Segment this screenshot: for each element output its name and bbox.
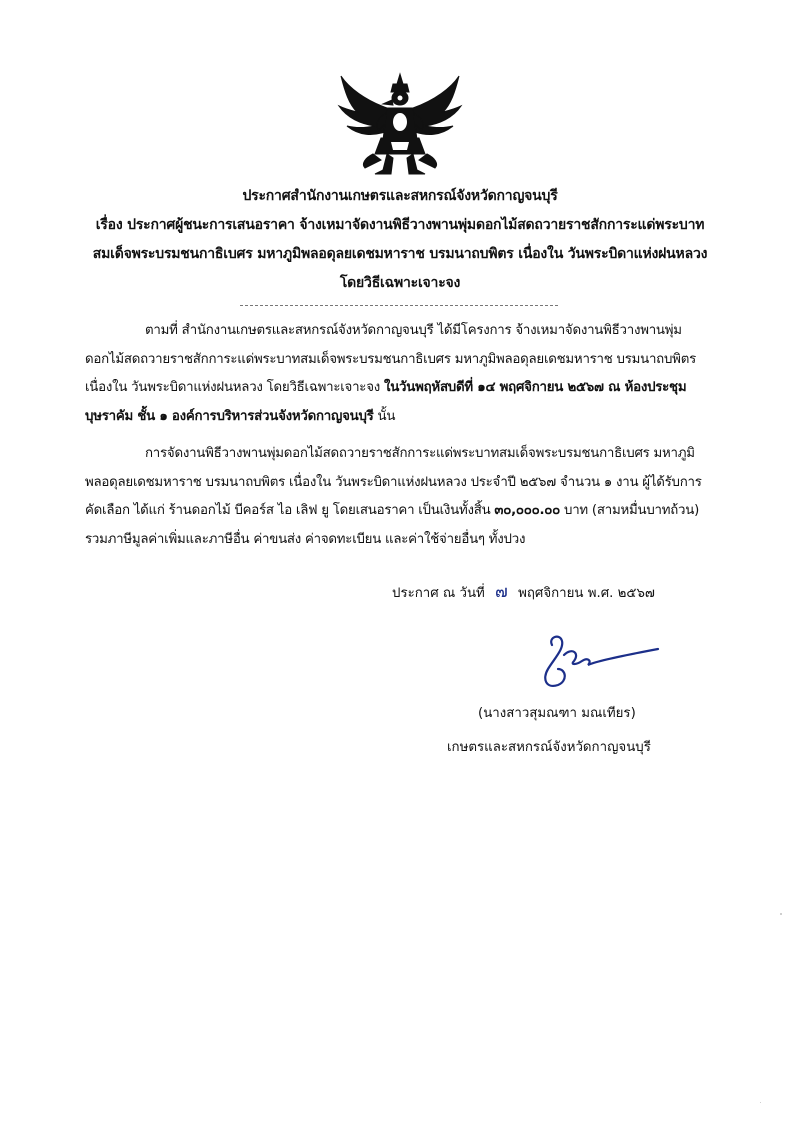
scan-speck [780,913,782,915]
date-day: ๗ [495,582,508,602]
text-line: ตามที่ สำนักงานเกษตรและสหกรณ์จังหวัดกาญจนบุรี ได้มีโครงการ จ้างเหมาจัดงานพิธีวางพานพุ่ม [145,323,682,338]
handwritten-signature [530,625,665,695]
paragraph-winner [85,440,725,554]
announcement-date [392,578,655,605]
meeting-date: ในวันพฤหัสบดีที่ ๑๔ พฤศจิกายน ๒๕๖๗ ณ ห้องประชุม [383,380,687,395]
date-suffix: พฤศจิกายน พ.ศ. ๒๕๖๗ [518,586,655,601]
subject-line: โดยวิธีเฉพาะเจาะจง [339,275,461,291]
text-line: พลอดุลยเดชมหาราช บรมนาถบพิตร เนื่องใน วันพระบิดาแห่งฝนหลวง ประจำปี ๒๕๖๗ จำนวน ๑ งาน ผู้ได้รับการ [85,474,702,490]
text-run: คัดเลือก ได้แก่ ร้านดอกไม้ บีคอร์ส ไอ เลิฟ ยู โดยเสนอราคา เป็นเงินทั้งสิ้น [85,503,495,518]
text-line: การจัดงานพิธีวางพานพุ่มดอกไม้สดถวายราชสักการะแด่พระบาทสมเด็จพระบรมชนกาธิเบศร มหาภูมิ [145,446,695,461]
scan-speck [760,1102,761,1103]
signer-position: เกษตรและสหกรณ์จังหวัดกาญจนบุรี [447,740,651,755]
text-run: เนื่องใน วันพระบิดาแห่งฝนหลวง โดยวิธีเฉพาะเจาะจง [85,380,384,395]
subject-line: เรื่อง ประกาศผู้ชนะการเสนอราคา จ้างเหมาจัดงานพิธีวางพานพุ่มดอกไม้สดถวายราชสักการะแด่พระบาท [95,217,705,233]
paragraph-project [85,317,725,431]
date-prefix: ประกาศ ณ วันที่ [392,586,485,601]
subject-line: สมเด็จพระบรมชนกาธิเบศร มหาภูมิพลอดุลยเดชมหาราช บรมนาถบพิตร เนื่องใน วันพระบิดาแห่งฝนหลวง [92,246,708,262]
garuda-emblem-icon [335,70,465,180]
text-line: ดอกไม้สดถวายราชสักการะแด่พระบาทสมเด็จพระบรมชนกาธิเบศร มหาภูมิพลอดุลยเดชมหาราช บรมนาถบพิตร [85,351,696,367]
text-line: รวมภาษีมูลค่าเพิ่มและภาษีอื่น ค่าขนส่ง ค่าจดทะเบียน และค่าใช้จ่ายอื่นๆ ทั้งปวง [85,531,526,547]
text-run: บาท (สามหมื่นบาทถ้วน) [560,503,700,518]
announcement-header [60,182,740,298]
announcement-title: ประกาศสำนักงานเกษตรและสหกรณ์จังหวัดกาญจนบุรี [242,188,558,204]
text-line [85,403,725,432]
text-line [85,374,725,403]
divider [240,305,558,306]
signer-name: (นางสาวสุมณฑา มณเทียร) [478,706,636,721]
meeting-venue: บุษราคัม ชั้น ๑ องค์การบริหารส่วนจังหวัดกาญจนบุรี [85,408,374,424]
bid-amount: ๓๐,๐๐๐.๐๐ [494,503,561,518]
text-run: นั้น [373,408,396,424]
text-line [85,497,725,526]
